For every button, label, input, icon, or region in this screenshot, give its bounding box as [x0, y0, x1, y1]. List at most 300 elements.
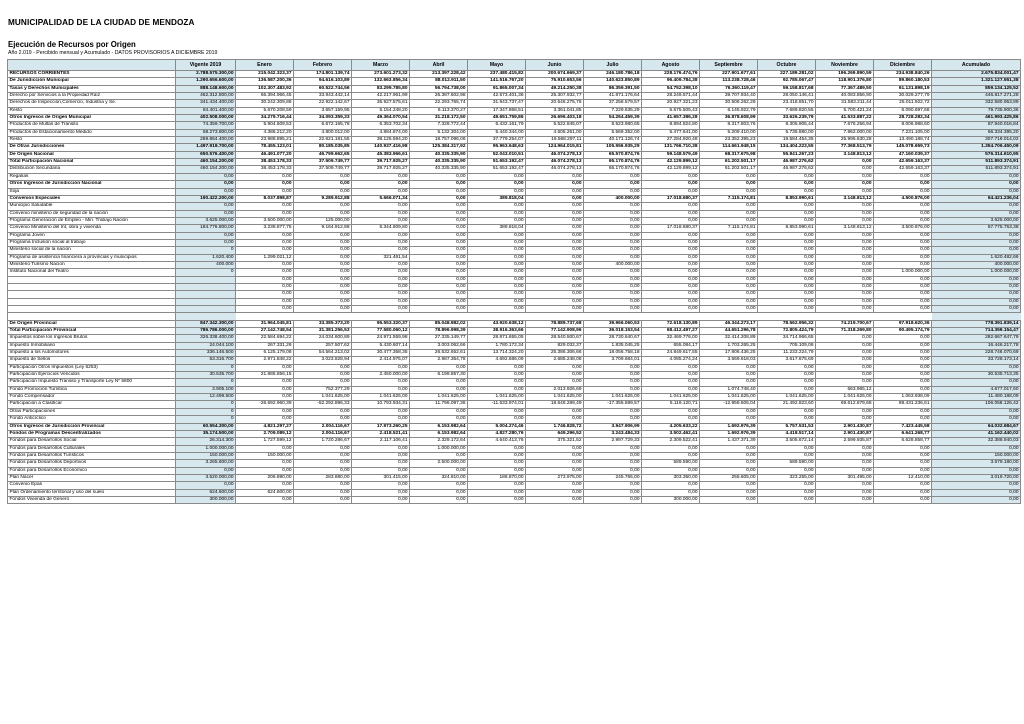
table-cell: 0,00	[236, 181, 294, 188]
table-cell: 0,00	[468, 261, 526, 268]
table-cell: 1.620.400	[176, 254, 236, 261]
table-cell: 0,00	[236, 232, 294, 239]
table-cell: 28.728.282,34	[874, 115, 932, 122]
table-row	[8, 166, 1021, 173]
table-cell: 323.255,00	[758, 474, 816, 481]
table-cell: 12.499.500	[176, 394, 236, 401]
table-cell: 0,00	[642, 291, 700, 298]
table-cell: 0,00	[874, 452, 932, 459]
row-label: Impuesto Inmobiliario	[8, 342, 176, 349]
table-cell: 752.377,29	[294, 386, 352, 393]
table-cell: 6.153.982,64	[410, 423, 468, 430]
table-cell: 4.205.633,22	[642, 423, 700, 430]
table-cell: 237.480.415,82	[468, 71, 526, 78]
row-label: Otras Participaciones	[8, 408, 176, 415]
table-cell: 0,00	[932, 181, 1021, 188]
table-cell: 0,00	[236, 188, 294, 195]
table-cell: 1.041.625,00	[410, 394, 468, 401]
table-row	[8, 137, 1021, 144]
table-cell: 1.620.482,66	[932, 254, 1021, 261]
table-cell: 6.199.857,30	[410, 372, 468, 379]
table-cell: 10.793.934,31	[352, 401, 410, 408]
row-label	[8, 276, 176, 283]
table-cell: 0,00	[468, 210, 526, 217]
column-header: Febrero	[294, 60, 352, 71]
table-cell: 0,00	[700, 306, 758, 313]
table-row	[8, 276, 1021, 283]
table-cell: 0,00	[352, 460, 410, 467]
table-cell: 0,00	[758, 232, 816, 239]
table-cell: 0,00	[874, 173, 932, 180]
table-row	[8, 261, 1021, 268]
table-cell: 324.810,00	[410, 474, 468, 481]
table-cell: 41.657.386,28	[642, 115, 700, 122]
table-cell: 0,00	[468, 408, 526, 415]
table-cell: 215.042.323,37	[236, 71, 294, 78]
table-cell: 186.870,00	[468, 474, 526, 481]
table-cell: 460.154.200,00	[176, 166, 236, 173]
table-cell: 301.415,00	[352, 474, 410, 481]
table-cell: 150.000,00	[176, 452, 236, 459]
table-cell: 0,00	[816, 283, 874, 290]
table-cell: 0,00	[700, 283, 758, 290]
table-cell: 0,00	[758, 452, 816, 459]
table-cell: 65.570.874,76	[584, 151, 642, 158]
table-cell: 4.827.280,76	[468, 430, 526, 437]
table-cell: 47.160.039,37	[874, 151, 932, 158]
table-cell: 0,00	[932, 232, 1021, 239]
table-cell: 0,00	[294, 306, 352, 313]
table-row	[8, 203, 1021, 210]
table-cell: 39.717.925,27	[352, 166, 410, 173]
table-cell: -26.692.960,39	[236, 401, 294, 408]
table-cell: 196.269.890,59	[816, 71, 874, 78]
table-cell: 0,00	[410, 239, 468, 246]
table-cell: 41.162.440,02	[932, 430, 1021, 437]
table-cell: 59.148.579,49	[642, 151, 700, 158]
table-cell: 0,00	[932, 379, 1021, 386]
table-cell: 85.048.982,02	[410, 320, 468, 327]
table-cell: 0,00	[236, 239, 294, 246]
table-cell: 0,00	[352, 217, 410, 224]
table-cell: 0,00	[468, 247, 526, 254]
table-cell: 0,00	[526, 276, 584, 283]
table-cell: 0,00	[352, 291, 410, 298]
table-cell: 7.423.445,58	[874, 423, 932, 430]
table-cell: 0,00	[410, 210, 468, 217]
table-cell: 589.590,00	[758, 460, 816, 467]
table-cell: 0,00	[468, 489, 526, 496]
table-cell: 2.675.834.001,47	[932, 71, 1021, 78]
table-cell: 0,00	[410, 188, 468, 195]
table-cell: 46.987.276,62	[758, 159, 816, 166]
table-cell: 28.540.500,67	[526, 335, 584, 342]
table-cell: 0,00	[526, 467, 584, 474]
table-cell: 0,00	[584, 298, 642, 305]
table-cell: 0,00	[410, 386, 468, 393]
table-cell: 65.170.874,76	[584, 159, 642, 166]
table-cell: 0,00	[642, 408, 700, 415]
table-cell: 0,00	[874, 283, 932, 290]
table-cell: 0,00	[816, 166, 874, 173]
table-cell: 22.621.181,55	[294, 137, 352, 144]
table-cell: 0,00	[584, 452, 642, 459]
table-cell: 283.880,00	[294, 474, 352, 481]
table-cell: 3.905.100	[176, 386, 236, 393]
table-cell: 7.115.174,81	[700, 225, 758, 232]
table-cell: 0,00	[874, 247, 932, 254]
table-row	[8, 71, 1021, 78]
table-cell: 5.575.505,43	[642, 107, 700, 114]
table-row	[8, 239, 1021, 246]
table-cell: 0,00	[468, 482, 526, 489]
table-cell: 4.085.274,24	[642, 357, 700, 364]
table-cell: 36.878.608,99	[700, 115, 758, 122]
row-label: Ministerio Turismo Nacion	[8, 261, 176, 268]
table-cell: 0,00	[700, 460, 758, 467]
row-label: De Origen Provincial	[8, 320, 176, 327]
table-cell: 0,00	[874, 276, 932, 283]
table-row	[8, 107, 1021, 114]
table-cell: 0,00	[410, 291, 468, 298]
table-cell: 0,00	[816, 460, 874, 467]
table-cell	[176, 313, 236, 320]
table-cell: 0,00	[816, 261, 874, 268]
row-label: Fondos para Desarrollos Social	[8, 438, 176, 445]
row-label: Total Participación Nacional	[8, 159, 176, 166]
table-cell: 0,00	[874, 408, 932, 415]
table-cell: 0,00	[642, 261, 700, 268]
table-cell: 7.231.105,00	[874, 129, 932, 136]
table-cell: 0,00	[816, 210, 874, 217]
table-cell: 1.041.625,00	[758, 394, 816, 401]
table-cell: 0,00	[874, 482, 932, 489]
table-cell: 0,00	[816, 467, 874, 474]
table-cell: 0,00	[236, 210, 294, 217]
table-cell: 0,00	[584, 217, 642, 224]
table-cell: 267.331,26	[236, 342, 294, 349]
row-label: Plan Nacer	[8, 474, 176, 481]
table-cell: 140.623.850,89	[584, 78, 642, 85]
table-cell: 0,00	[352, 203, 410, 210]
table-row	[8, 496, 1021, 503]
table-cell: 79.735.900,36	[932, 107, 1021, 114]
table-cell: 35.927.575,61	[352, 100, 410, 107]
table-cell: 0,00	[758, 416, 816, 423]
table-cell: 0,00	[236, 298, 294, 305]
table-row	[8, 364, 1021, 371]
table-cell: 0,00	[236, 283, 294, 290]
table-cell: 0,00	[468, 306, 526, 313]
table-cell: 2.901.430,87	[816, 423, 874, 430]
table-cell: 0,00	[642, 173, 700, 180]
table-row	[8, 217, 1021, 224]
table-cell: 650.576.400,00	[176, 151, 236, 158]
table-row	[8, 401, 1021, 408]
table-cell: 0,00	[584, 306, 642, 313]
table-cell: 400.000,00	[584, 261, 642, 268]
table-cell: 106.058.126,42	[932, 401, 1021, 408]
table-cell: 4.692.686,09	[468, 357, 526, 364]
table-cell: 0,00	[236, 247, 294, 254]
table-cell: 0,00	[642, 364, 700, 371]
table-cell: 0,00	[236, 203, 294, 210]
table-cell: 33.385.373,20	[294, 320, 352, 327]
table-cell: 0,00	[932, 298, 1021, 305]
table-cell: 255.605,00	[700, 474, 758, 481]
table-cell: 0,00	[932, 188, 1021, 195]
table-cell: 0,00	[816, 306, 874, 313]
table-cell: 0,00	[526, 225, 584, 232]
table-cell: 0,00	[700, 276, 758, 283]
row-label: Fondos para Desarrollos Económico	[8, 467, 176, 474]
table-cell: 0,00	[816, 254, 874, 261]
table-cell: 1.780.172,34	[468, 342, 526, 349]
table-cell: 0,00	[468, 283, 526, 290]
table-cell: 0,00	[526, 269, 584, 276]
table-cell: 3.500.876,00	[874, 225, 932, 232]
table-cell: 6.145.922,79	[700, 107, 758, 114]
table-cell: 714.359.154,47	[932, 328, 1021, 335]
table-cell: 0,00	[468, 364, 526, 371]
table-cell: 4.677.017,60	[932, 386, 1021, 393]
table-cell: 0,00	[874, 460, 932, 467]
table-cell: 46.491.077,20	[236, 151, 294, 158]
table-cell	[816, 313, 874, 320]
table-cell: 2.013.926,69	[526, 386, 584, 393]
table-cell: 0,00	[700, 232, 758, 239]
table-cell: 0,00	[932, 291, 1021, 298]
table-cell: 78.562.956,32	[758, 320, 816, 327]
table-row	[8, 313, 1021, 320]
table-cell: 0,00	[294, 372, 352, 379]
table-cell: 0,00	[758, 291, 816, 298]
table-cell: 0,00	[758, 217, 816, 224]
table-cell: 0,00	[758, 269, 816, 276]
row-label: Ministerio social de la nacion	[8, 247, 176, 254]
table-row	[8, 291, 1021, 298]
table-cell: 136.587.200,36	[236, 78, 294, 85]
column-header: Julio	[584, 60, 642, 71]
table-cell: 400.000	[176, 261, 236, 268]
table-cell: 32.414.208,89	[700, 335, 758, 342]
column-header: Marzo	[352, 60, 410, 71]
table-cell: 0,00	[700, 482, 758, 489]
table-cell: 6.628.858,77	[874, 438, 932, 445]
table-cell: 0,00	[584, 188, 642, 195]
table-cell: 0,00	[584, 269, 642, 276]
table-cell: 0,00	[816, 217, 874, 224]
table-cell: 0,00	[584, 408, 642, 415]
table-cell: 1.692.976,39	[700, 430, 758, 437]
table-cell: 46.987.276,62	[758, 166, 816, 173]
table-cell	[176, 276, 236, 283]
table-cell: 0,00	[294, 181, 352, 188]
table-cell	[700, 313, 758, 320]
table-cell: 52.043.010,51	[468, 151, 526, 158]
table-cell: 5.522.845,07	[526, 122, 584, 129]
table-cell: 20.927.321,23	[642, 100, 700, 107]
table-cell: 38.125.594,20	[352, 137, 410, 144]
table-cell: 31.583.211,44	[816, 100, 874, 107]
table-cell: 0,00	[294, 188, 352, 195]
table-cell: 0,00	[236, 482, 294, 489]
table-cell: 28.050.146,41	[758, 93, 816, 100]
table-cell: 0,00	[176, 232, 236, 239]
table-cell: 95.553.320,37	[352, 320, 410, 327]
table-cell: 0,00	[584, 496, 642, 503]
table-cell: 0,00	[236, 291, 294, 298]
table-cell: 0,00	[758, 239, 816, 246]
table-cell: 174.801.139,74	[294, 71, 352, 78]
table-cell: -11.533.974,01	[468, 401, 526, 408]
table-cell: 89.860.180,53	[874, 78, 932, 85]
table-cell: 0,00	[584, 203, 642, 210]
table-cell: 42.129.899,12	[642, 166, 700, 173]
table-row	[8, 408, 1021, 415]
table-cell: 2.709.089,12	[236, 430, 294, 437]
row-label: Participación a Clasificar	[8, 401, 176, 408]
row-label: Fondos para Desarrollos Turísticos	[8, 452, 176, 459]
table-cell: 0,00	[758, 247, 816, 254]
table-cell: 0,00	[294, 460, 352, 467]
table-cell: 24.044.100	[176, 342, 236, 349]
row-label: De Origen Nacional	[8, 151, 176, 158]
table-cell: 0,00	[642, 283, 700, 290]
table-cell: -52.292.896,33	[294, 401, 352, 408]
table-cell: 0,00	[584, 364, 642, 371]
table-cell: 0,00	[874, 372, 932, 379]
table-row	[8, 394, 1021, 401]
table-row	[8, 430, 1021, 437]
table-cell: 0,00	[526, 254, 584, 261]
table-cell: 0,00	[758, 489, 816, 496]
table-cell: 30.506.262,28	[700, 100, 758, 107]
table-cell: 8.894.824,80	[642, 122, 700, 129]
table-cell: 0,00	[584, 482, 642, 489]
table-cell: 34.714.966,65	[758, 335, 816, 342]
table-cell: 0,00	[874, 261, 932, 268]
table-cell: 0,00	[874, 416, 932, 423]
table-row	[8, 188, 1021, 195]
table-cell: 61.131.898,19	[874, 85, 932, 92]
table-cell: 0,00	[410, 379, 468, 386]
table-cell: 42.659.163,37	[874, 159, 932, 166]
table-cell: 1.746.828,72	[526, 423, 584, 430]
table-cell: 5.904.609,53	[236, 122, 294, 129]
row-label: Productos de Multas de Tránsito	[8, 122, 176, 129]
table-cell: 33.943.442,14	[294, 93, 352, 100]
table-cell: 0,00	[584, 225, 642, 232]
table-cell: 0,00	[700, 239, 758, 246]
table-cell: 21.492.823,60	[758, 401, 816, 408]
table-cell: 0,00	[584, 247, 642, 254]
table-cell: 190.422.200,00	[176, 195, 236, 202]
table-cell: 46.074.278,13	[526, 166, 584, 173]
table-cell	[932, 313, 1021, 320]
table-cell: 0,00	[410, 364, 468, 371]
table-cell: 227.189.281,02	[758, 71, 816, 78]
table-cell: 75.910.653,56	[526, 78, 584, 85]
table-cell: 0,00	[352, 482, 410, 489]
table-cell: 0,00	[236, 394, 294, 401]
table-cell: 0,00	[816, 372, 874, 379]
table-cell: 273.601.273,32	[352, 71, 410, 78]
table-cell: 0,00	[642, 203, 700, 210]
table-cell: 778.391.839,14	[932, 320, 1021, 327]
table-cell: 0,00	[526, 232, 584, 239]
table-cell: 2.685.248,08	[526, 357, 584, 364]
table-cell: 0,00	[874, 232, 932, 239]
row-label: Tasas y Derechos Municipales	[8, 85, 176, 92]
row-label: Instituto Nacional del Teatro	[8, 269, 176, 276]
table-cell: 1.074.748,40	[700, 386, 758, 393]
table-cell: 0,00	[410, 416, 468, 423]
table-cell: 57.775.753,38	[932, 225, 1021, 232]
table-cell: 0,00	[352, 173, 410, 180]
table-cell: 61.202.501,17	[700, 166, 758, 173]
table-cell: 3.361.041,85	[526, 107, 584, 114]
table-cell: 5.569.352,00	[584, 129, 642, 136]
table-cell: 0,00	[874, 445, 932, 452]
table-cell: 0,00	[816, 188, 874, 195]
row-label: Resto	[8, 107, 176, 114]
table-cell: 0,00	[642, 372, 700, 379]
table-cell: 61.202.501,17	[700, 159, 758, 166]
table-cell: 17.018.680,37	[642, 195, 700, 202]
table-cell: 0,00	[700, 445, 758, 452]
table-cell: 32.388.940,03	[932, 438, 1021, 445]
table-cell: 589.590,00	[642, 460, 700, 467]
table-cell: 1.000.000,00	[874, 269, 932, 276]
table-cell: 0,00	[816, 408, 874, 415]
table-cell: 1.041.625,00	[468, 394, 526, 401]
report-subtitle: Ejecución de Recursos por Origen	[8, 40, 136, 49]
table-cell: 0,00	[700, 467, 758, 474]
table-cell: 245.765,00	[584, 474, 642, 481]
table-cell: 0,00	[816, 181, 874, 188]
table-cell: 0,00	[584, 445, 642, 452]
table-cell: 23.988.895,21	[236, 137, 294, 144]
table-cell: 0,00	[352, 261, 410, 268]
table-cell: 0,00	[410, 232, 468, 239]
table-cell: 41.871.176,64	[584, 93, 642, 100]
row-label: Distribución Secundaria	[8, 166, 176, 173]
table-cell: 8.037.898,87	[236, 195, 294, 202]
table-cell: 0,00	[758, 372, 816, 379]
table-cell: 0,00	[700, 372, 758, 379]
table-cell: 0,00	[584, 291, 642, 298]
table-cell: 0,00	[352, 416, 410, 423]
table-cell: 375.321,52	[526, 438, 584, 445]
table-cell	[236, 313, 294, 320]
table-cell: 6.641.268,77	[874, 430, 932, 437]
column-header: Abril	[410, 60, 468, 71]
table-cell: 269.864.400,00	[176, 137, 236, 144]
table-cell: 3.505.672,14	[758, 438, 816, 445]
table-cell: 184.776.800,00	[176, 225, 236, 232]
table-cell: 0,00	[352, 188, 410, 195]
table-cell: 54.564.213,02	[294, 350, 352, 357]
table-cell: 0,00	[700, 416, 758, 423]
table-cell: 0,00	[874, 386, 932, 393]
table-cell: 0,00	[352, 247, 410, 254]
table-cell	[176, 283, 236, 290]
table-row	[8, 460, 1021, 467]
table-cell: 78.896.998,39	[410, 328, 468, 335]
table-cell: 0,00	[642, 452, 700, 459]
table-cell: 7.328.772,44	[410, 122, 468, 129]
